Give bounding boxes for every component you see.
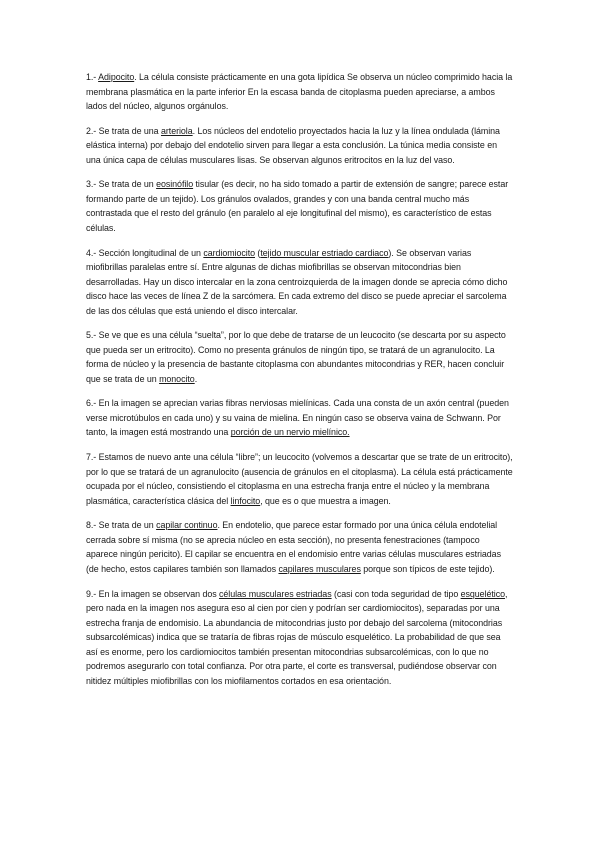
- paragraph-text: 8.- Se trata de un: [86, 520, 157, 531]
- underlined-term: capilares musculares: [278, 563, 361, 574]
- paragraph-text: 1.-: [86, 72, 99, 82]
- underlined-term: tejido muscular estriado cardiaco: [260, 247, 389, 258]
- underlined-term: monocito: [159, 373, 195, 384]
- underlined-term: eosinófilo: [156, 179, 194, 190]
- underlined-term: cardiomiocito: [203, 247, 255, 258]
- paragraph-5: [86, 328, 513, 386]
- underlined-term: arteriola: [160, 125, 193, 136]
- paragraph-text: 6.- En la imagen se aprecian varias fibras nerviosas mielínicas. Cada una consta de un axón central (pueden verse microtúbulos en cada uno) y su vaina de mielina. En ningún caso se observa vaina de Schwann. Por tanto, la imagen está mostrando una: [86, 398, 509, 438]
- paragraph-text: ). Se observan varias miofibrillas paralelas entre sí. Entre algunas de dichas miofibrillas se observan mitocondrias bien desarrolladas. Hay un disco intercalar en la zona centroizquierda de la imagen donde se aprecia cómo dicho disco hace las veces de línea Z de la sarcómera. En cada extremo del disco se puede apreciar el sarcolema de las dos células que está uniendo el disco intercalar.: [86, 247, 508, 316]
- underlined-term: células musculares estriadas: [219, 588, 332, 599]
- paragraph-text: . La célula consiste prácticamente en una gota lipídica Se observa un núcleo comprimido hacia la membrana plasmática en la parte inferior En la escasa banda de citoplasma pueden apreciarse, a ambos lados del núcleo, algunos orgánulos.: [86, 72, 513, 111]
- paragraph-text: tisular (es decir, no ha sido tomado a partir de extensión de sangre; parece estar formando parte de un tejido). Los gránulos ovalados, grandes y con una banda central mucho más contrastada que el resto del gránulo (en paralelo al eje longitufinal del mismo), es característico de estas células.: [86, 179, 509, 233]
- paragraph-text: . Los núcleos del endotelio proyectados hacia la luz y la línea ondulada (lámina elástica interna) por debajo del endotelio sirven para llegar a esta conclusión. La túnica media consiste en una única capa de células musculares lisas. Se observan algunos eritrocitos en la luz del vaso.: [86, 125, 500, 165]
- underlined-term: Adipocito: [98, 72, 135, 82]
- paragraph-2: [86, 124, 513, 168]
- paragraph-text: 5.- Se ve que es una célula “suelta”, por lo que debe de tratarse de un leucocito (se descarta por su aspecto que pueda ser un eritrocito). Como no presenta gránulos de ningún tipo, se tratará de un agranulocito. La forma de núcleo y la presencia de bastante citoplasma con abundantes mitocondrias y RER, hacen concluir que se trata de un: [86, 330, 506, 384]
- paragraph-text: (: [255, 247, 261, 258]
- underlined-term: linfocito: [230, 495, 261, 506]
- paragraph-6: [86, 396, 513, 440]
- paragraph-1: [86, 70, 513, 114]
- paragraph-7: [86, 450, 513, 508]
- paragraph-3: [86, 177, 513, 235]
- paragraph-text: 3.- Se trata de un: [86, 179, 157, 190]
- paragraph-text: porque son típicos de este tejido).: [360, 563, 495, 574]
- paragraph-4: [86, 246, 513, 319]
- paragraph-text: 9.- En la imagen se observan dos: [86, 588, 220, 599]
- paragraph-text: .: [194, 373, 198, 384]
- paragraph-text: , pero nada en la imagen nos asegura eso al cien por cien y podrían ser cardiomiocitos), separadas por una estrecha franja de endomisio. La abundancia de mitocondrias justo por debajo del sarcolema (mitocondrias subsarcolémicas) indica que se trataría de fibras rojas de músculo esquelético. La probabilidad de que sea así es enorme, pero los cardiomiocitos también presentan mitocondrias subsarcolémicas, con lo que no podremos asegurarlo con total confianza. Por otra parte, el corte es transversal, pudiéndose observar con nitidez múltiples miofibrillas con los miofilamentos cortados en esa orientación.: [86, 588, 508, 686]
- paragraph-text: 7.- Estamos de nuevo ante una célula “libre”; un leucocito (volvemos a descartar que se trate de un eritrocito), por lo que se tratará de un agranulocito (ausencia de gránulos en el citoplasma). La célula está prácticamente ocupada por el núcleo, consistiendo el citoplasma en una estrecha franja entre el núcleo y la membrana plasmática, característica clásica del: [86, 452, 513, 506]
- paragraph-text: 2.- Se trata de una: [86, 125, 161, 136]
- paragraph-text: . En endotelio, que parece estar formado por una única célula endotelial cerrada sobre sí misma (no se aprecia núcleo en esta sección), no presenta fenestraciones (tampoco aparece ningún pericito). El capilar se encuentra en el endomisio entre varias células musculares estriadas (de hecho, estos capilares también son llamados: [86, 520, 501, 574]
- paragraph-9: [86, 587, 513, 689]
- paragraph-text: , que es o que muestra a imagen.: [260, 495, 391, 506]
- underlined-term: porción de un nervio mielínico.: [230, 427, 350, 438]
- paragraph-text: (casi con toda seguridad de tipo: [331, 588, 461, 599]
- document-body: [86, 70, 513, 688]
- underlined-term: capilar continuo: [156, 520, 218, 531]
- paragraph-8: [86, 518, 513, 576]
- underlined-term: esquelético: [460, 588, 505, 599]
- paragraph-text: 4.- Sección longitudinal de un: [86, 247, 204, 258]
